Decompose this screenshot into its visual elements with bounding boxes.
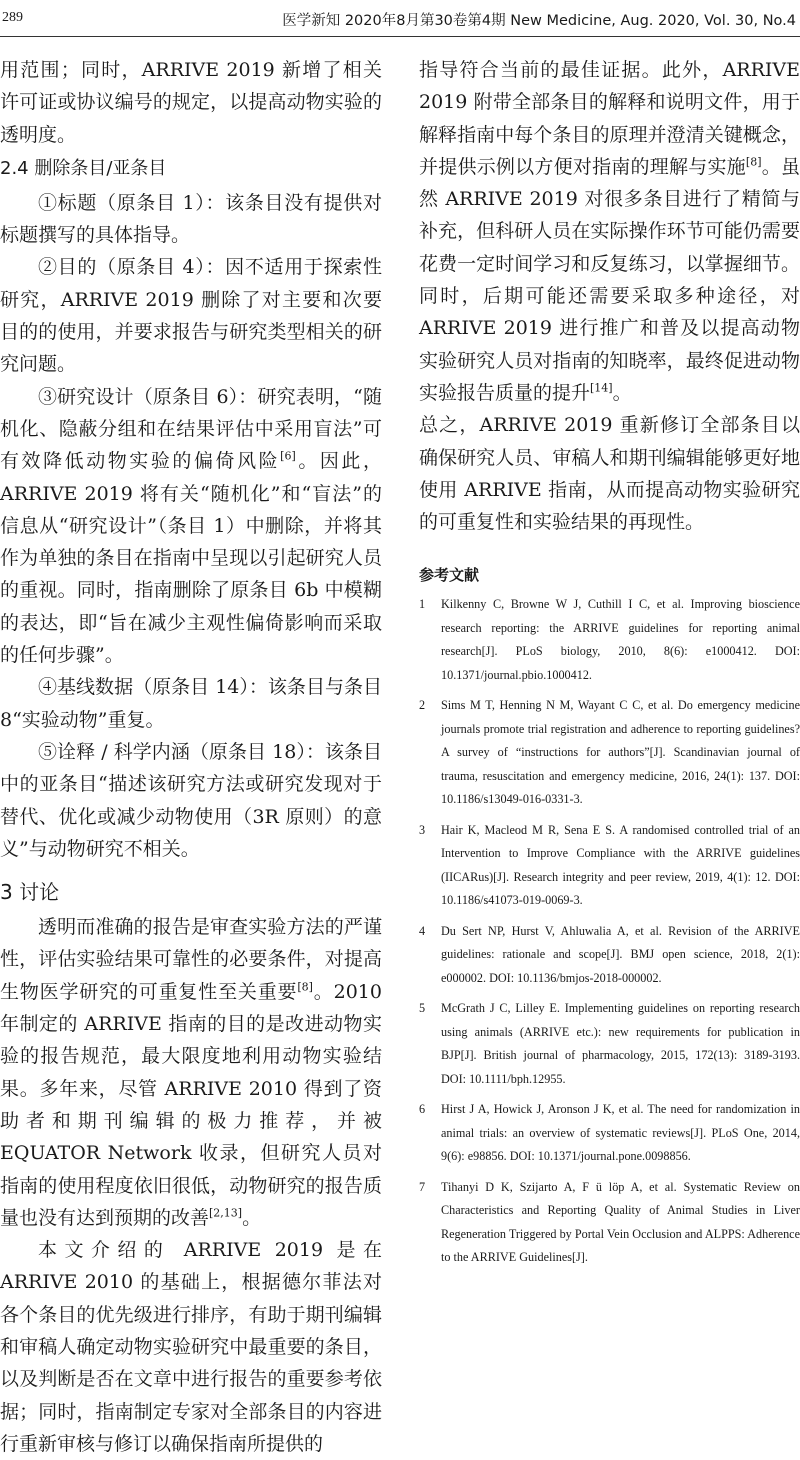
section-heading-2-4: 2.4 删除条目/亚条目 — [0, 157, 167, 179]
references-heading: 参考文献 — [419, 566, 480, 585]
reference-number: 7 — [419, 1179, 426, 1194]
text-span: 。2010 年制定的 ARRIVE 指南的目的是改进动物实验的报告规范，最大限度地利用动物实验结果。多年来，尽管 ARRIVE 2010 得到了资助者和期刊编辑的极力推荐，并被 EQUATOR Network 收录，但研究人员对指南的使用程度依旧很低，动物研究的报告质量也没有达到预期的改善 — [0, 980, 382, 1229]
citation-ref: [8] — [745, 155, 762, 169]
paragraph-item-4: ④基线数据（原条目 14）：该条目与条目 8“实验动物”重复。 — [0, 676, 382, 731]
reference-item — [419, 997, 800, 1091]
reference-number: 5 — [419, 1001, 426, 1016]
reference-text: Tihanyi D K, Szijarto A, F ü löp A, et al. Systematic Review on Characteristics and Reporting Quality of Animal Studies in Liver Regeneration Triggered by Portal Vein Occlusion and ALPPS: Adherence to the ARRIVE Guidelines[J]. — [441, 1179, 800, 1265]
reference-number: 4 — [419, 923, 426, 938]
paragraph-item-1: ①标题（原条目 1）：该条目没有提供对标题撰写的具体指导。 — [0, 191, 382, 247]
paragraph-intro: 用范围；同时，ARRIVE 2019 新增了相关许可证或协议编号的规定，以提高动物实验的透明度。 — [0, 59, 382, 146]
citation-ref: [6] — [280, 449, 296, 463]
running-header — [0, 0, 800, 37]
paragraph-item-5: ⑤诠释 / 科学内涵（原条目 18）：该条目中的亚条目“描述该研究方法或研究发现对于替代、优化或减少动物使用（3R 原则）的意义”与动物研究不相关。 — [0, 740, 382, 860]
citation-ref: [2,13] — [209, 1206, 243, 1220]
reference-item — [419, 694, 800, 812]
reference-item — [419, 1176, 800, 1270]
reference-text: Kilkenny C, Browne W J, Cuthill I C, et al. Improving bioscience research reporting: the ARRIVE guidelines for reporting animal research[J]. PLoS biology, 2010, 8(6): e1000412. DOI: 10.1371/journal.pbio.1000412. — [441, 597, 800, 682]
reference-number: 2 — [419, 698, 426, 713]
paragraph-item-2: ②目的（原条目 4）：因不适用于探索性研究，ARRIVE 2019 删除了对主要和次要目的的使用，并要求报告与研究类型相关的研究问题。 — [0, 256, 382, 376]
reference-text: Hair K, Macleod M R, Sena E S. A randomised controlled trial of an Intervention to Improve Compliance with the ARRIVE guidelines (IICARus)[J]. Research integrity and peer review, 2019, 4(1): 12. DOI: 10.1186/s41073-019-0069-3. — [441, 822, 800, 908]
reference-item — [419, 593, 800, 687]
right-column — [419, 54, 800, 1265]
reference-text: Sims M T, Henning N M, Wayant C C, et al. Do emergency medicine journals promote trial registration and adherence to reporting guidelines? A survey of “instructions for authors”[J]. Scandinavian journal of trauma, resuscitation and emergency medicine, 2016, 24(1): 137. DOI: 10.1186/s13049-016-0331-3. — [441, 698, 800, 807]
paragraph-continued — [419, 54, 800, 409]
section-heading-3: 3 讨论 — [0, 880, 60, 905]
text-span: ③研究设计（原条目 6）：研究表明，“随机化、隐蔽分组和在结果评估中采用盲法”可有效降低动物实验的偏倚风险 — [0, 385, 382, 473]
paragraph-item-3 — [0, 381, 382, 672]
reference-number: 1 — [419, 597, 426, 612]
references-list — [419, 593, 800, 1270]
reference-item — [419, 1098, 800, 1169]
citation-ref: [8] — [297, 980, 313, 994]
text-span: 。因此，ARRIVE 2019 将有关“随机化”和“盲法”的信息从“研究设计”（条目 1）中删除，并将其作为单独的条目在指南中呈现以引起研究人员的重视。同时，指南删除了原条目 6b 中模糊的表达，即“旨在减少主观性偏倚影响而采取的任何步骤”。 — [0, 450, 382, 667]
text-span: 。 — [612, 381, 632, 404]
paragraph-discussion-1 — [0, 911, 382, 1234]
reference-item — [419, 819, 800, 913]
text-span: 。虽然 ARRIVE 2019 对很多条目进行了精简与补充，但科研人员在实际操作环节可能仍需要花费一定时间学习和反复练习，以掌握细节。同时，后期可能还需要采取多种途径，对 ARRIVE 2019 进行推广和普及以提高动物实验研究人员对指南的知晓率，最终促进动物实验报告质量的提升 — [419, 155, 800, 404]
paragraph-discussion-2: 本文介绍的 ARRIVE 2019 是在 ARRIVE 2010 的基础上，根据德尔菲法对各个条目的优先级进行排序，有助于期刊编辑和审稿人确定动物实验研究中最重要的条目，以及判断是否在文章中进行报告的重要参考依据；同时，指南制定专家对全部条目的内容进行重新审核与修订以确保指南所提供的 — [0, 1239, 382, 1455]
citation-ref: [14] — [590, 381, 613, 395]
reference-text: Hirst J A, Howick J, Aronson J K, et al. The need for randomization in animal trials: an overview of systematic reviews[J]. PLoS One, 2014, 9(6): e98856. DOI: 10.1371/journal.pone.0098856. — [441, 1102, 800, 1164]
paragraph-conclusion: 总之，ARRIVE 2019 重新修订全部条目以确保研究人员、审稿人和期刊编辑能够更好地使用 ARRIVE 指南，从而提高动物实验研究的可重复性和实验结果的再现性。 — [419, 414, 800, 534]
reference-text: Du Sert NP, Hurst V, Ahluwalia A, et al. Revision of the ARRIVE guidelines: rationale and scope[J]. BMJ open science, 2018, 2(1): e000002. DOI: 10.1136/bmjos-2018-000002. — [441, 923, 800, 985]
text-span: 指导符合当前的最佳证据。此外，ARRIVE 2019 附带全部条目的解释和说明文件，用于解释指南中每个条目的原理并澄清关键概念，并提供示例以方便对指南的理解与实施 — [419, 59, 800, 178]
text-span: 透明而准确的报告是审查实验方法的严谨性，评估实验结果可靠性的必要条件，对提高生物医学研究的可重复性至关重要 — [0, 916, 382, 1003]
text-span: 。 — [242, 1206, 262, 1229]
reference-item — [419, 920, 800, 991]
left-column — [0, 54, 382, 1455]
reference-text: McGrath J C, Lilley E. Implementing guidelines on reporting research using animals (ARRIVE etc.): new requirements for publication in BJP[J]. British journal of pharmacology, 2015, 172(13): 3189-3193. DOI: 10.1111/bph.12955. — [441, 1001, 800, 1086]
page-number: 289 — [2, 10, 23, 25]
reference-number: 3 — [419, 822, 426, 837]
reference-number: 6 — [419, 1102, 426, 1117]
journal-citation: 医学新知 2020年8月第30卷第4期 New Medicine, Aug. 2020, Vol. 30, No.4 — [282, 13, 796, 29]
